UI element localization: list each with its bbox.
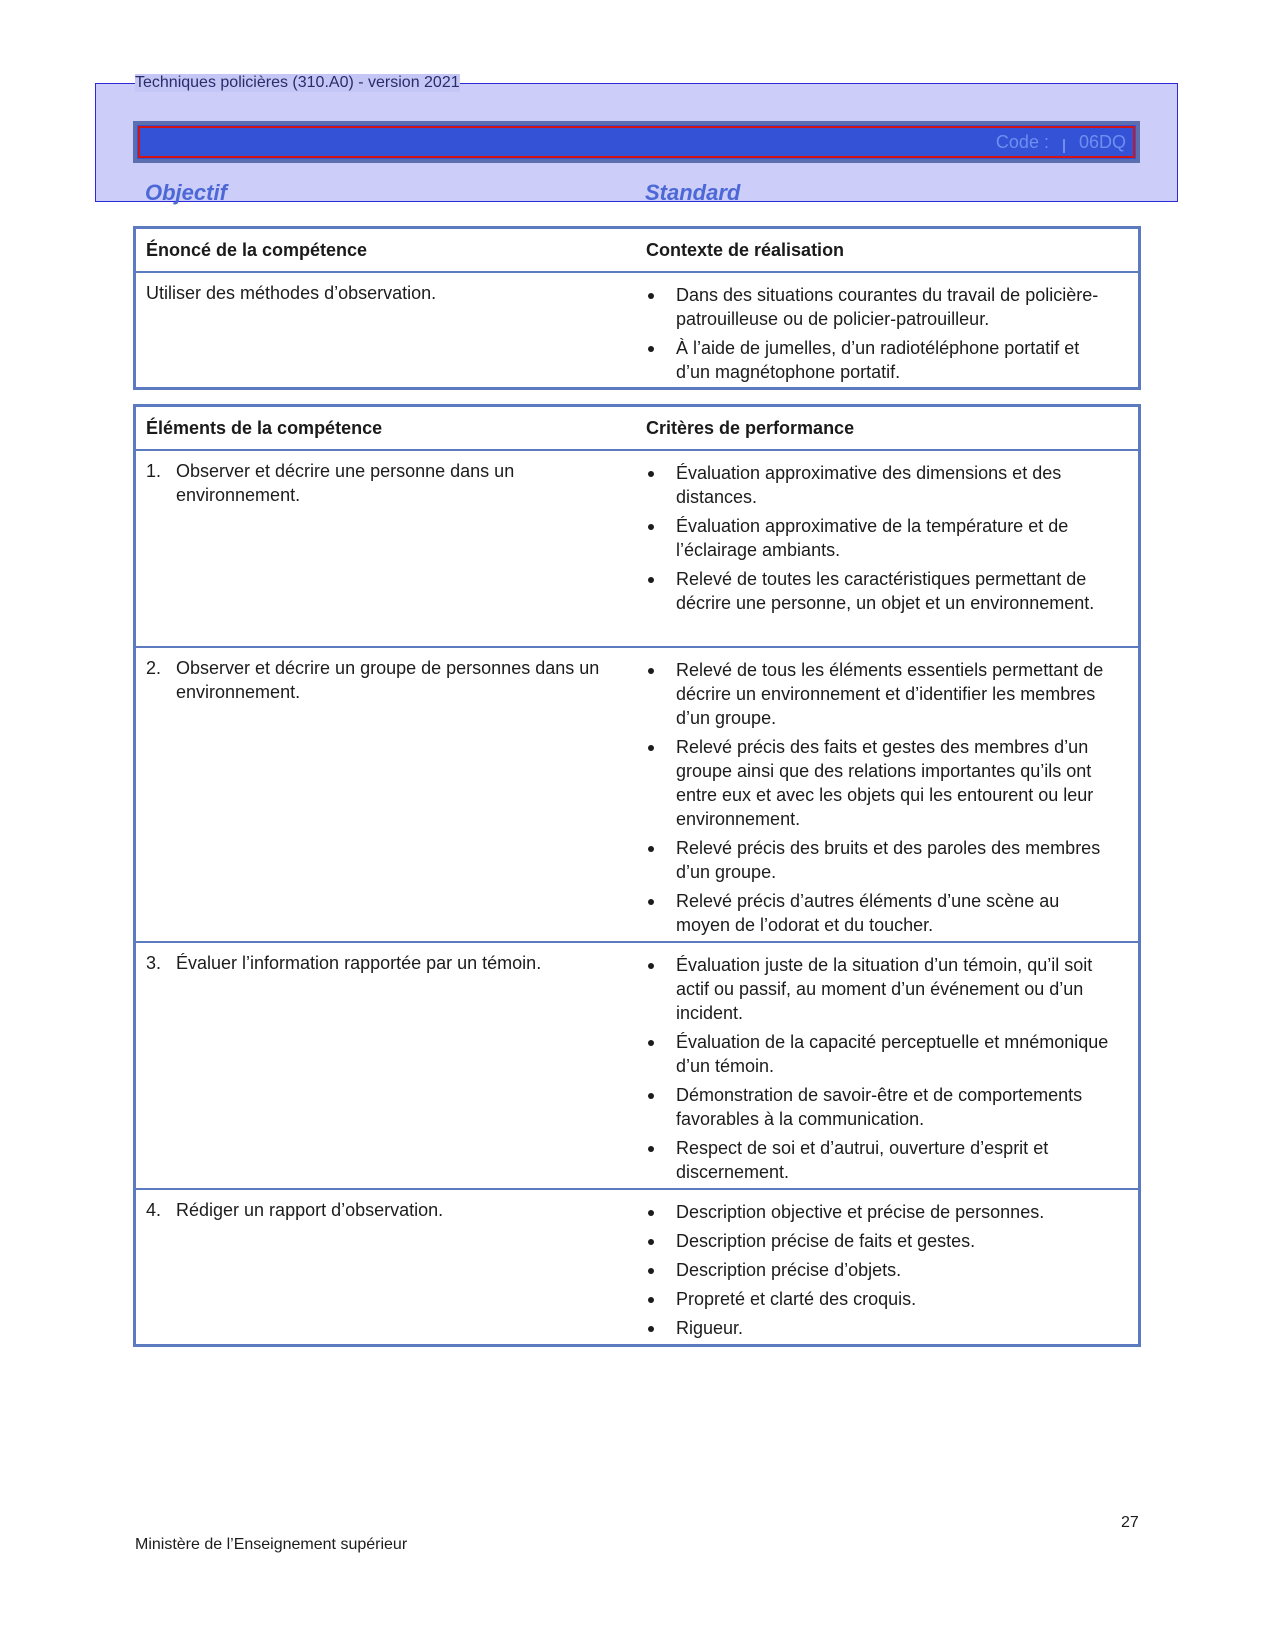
element-description: Rédiger un rapport d’observation.	[176, 1200, 444, 1220]
table-row	[136, 1188, 1138, 1344]
list-item	[646, 1258, 1116, 1282]
list-item	[646, 889, 1116, 937]
table-row	[136, 941, 1138, 1188]
bullet-icon	[648, 1146, 654, 1152]
elements-header: Éléments de la compétence	[146, 418, 383, 438]
list-item	[646, 1083, 1116, 1131]
list-item-text: Description objective et précise de personnes.	[676, 1202, 1045, 1222]
list-item	[646, 1136, 1116, 1184]
list-item	[646, 283, 1116, 331]
list-item-text: Relevé précis des faits et gestes des membres d’un groupe ainsi que des relations importantes qu’ils ont entre eux et avec les objets qui les entourent ou leur environnement.	[676, 737, 1094, 829]
list-item-text: Propreté et clarté des croquis.	[676, 1289, 917, 1309]
criteria-list	[646, 1200, 1116, 1345]
statement-header: Énoncé de la compétence	[146, 240, 368, 260]
code-label: Code :	[995, 132, 1049, 152]
bullet-icon	[648, 1268, 654, 1274]
bullet-icon	[648, 1239, 654, 1245]
table-header-row	[136, 229, 1138, 273]
bullet-icon	[648, 524, 654, 530]
list-item-text: Démonstration de savoir-être et de comportements favorables à la communication.	[676, 1085, 1083, 1129]
element-number: 1.	[146, 461, 162, 481]
bullet-icon	[648, 346, 654, 352]
list-item	[646, 567, 1116, 615]
element-text	[146, 1198, 616, 1222]
element-text	[146, 951, 616, 975]
context-header: Contexte de réalisation	[646, 240, 845, 260]
list-item	[646, 461, 1116, 509]
context-list	[646, 283, 1116, 389]
list-item	[646, 1229, 1116, 1253]
list-item-text: Évaluation de la capacité perceptuelle et mnémonique d’un témoin.	[676, 1032, 1109, 1076]
footer-ministry: Ministère de l’Enseignement supérieur	[135, 1536, 408, 1553]
page-number: 27	[1121, 1514, 1139, 1531]
list-item-text: À l’aide de jumelles, d’un radiotéléphone portatif et d’un magnétophone portatif.	[676, 338, 1080, 382]
element-number: 4.	[146, 1200, 162, 1220]
table-row	[136, 273, 1138, 387]
bullet-icon	[648, 1093, 654, 1099]
bullet-icon	[648, 1040, 654, 1046]
list-item	[646, 1316, 1116, 1340]
bullet-icon	[648, 1297, 654, 1303]
table-row	[136, 646, 1138, 941]
bullet-icon	[648, 293, 654, 299]
competency-statement-table	[133, 226, 1141, 390]
bullet-icon	[648, 745, 654, 751]
list-item-text: Dans des situations courantes du travail de policière-patrouilleuse ou de policier-patrouilleur.	[676, 285, 1099, 329]
list-item	[646, 1030, 1116, 1078]
list-item	[646, 1287, 1116, 1311]
objectif-heading: Objectif	[145, 180, 227, 205]
list-item	[646, 836, 1116, 884]
code-separator	[1063, 139, 1065, 153]
criteria-list	[646, 461, 1116, 620]
list-item	[646, 953, 1116, 1025]
list-item-text: Relevé précis des bruits et des paroles des membres d’un groupe.	[676, 838, 1101, 882]
list-item-text: Rigueur.	[676, 1318, 744, 1338]
list-item	[646, 514, 1116, 562]
standard-heading: Standard	[645, 180, 741, 205]
criteria-list	[646, 658, 1116, 942]
bullet-icon	[648, 577, 654, 583]
list-item-text: Relevé de tous les éléments essentiels permettant de décrire un environnement et d’identifier les membres d’un groupe.	[676, 660, 1104, 728]
bullet-icon	[648, 899, 654, 905]
list-item	[646, 658, 1116, 730]
bullet-icon	[648, 963, 654, 969]
criteria-list	[646, 953, 1116, 1189]
bullet-icon	[648, 846, 654, 852]
list-item	[646, 1200, 1116, 1224]
list-item-text: Évaluation approximative des dimensions et des distances.	[676, 463, 1062, 507]
list-item-text: Respect de soi et d’autrui, ouverture d’esprit et discernement.	[676, 1138, 1049, 1182]
bullet-icon	[648, 1326, 654, 1332]
list-item-text: Description précise de faits et gestes.	[676, 1231, 976, 1251]
competency-code	[996, 132, 1126, 153]
element-number: 3.	[146, 953, 162, 973]
list-item	[646, 336, 1116, 384]
list-item-text: Description précise d’objets.	[676, 1260, 902, 1280]
table-row	[136, 451, 1138, 646]
page-header-title: Techniques policières (310.A0) - version 2021	[135, 74, 460, 91]
code-value: 06DQ	[1078, 132, 1126, 152]
list-item-text: Relevé précis d’autres éléments d’une scène au moyen de l’odorat et du toucher.	[676, 891, 1060, 935]
list-item-text: Relevé de toutes les caractéristiques permettant de décrire une personne, un objet et un environnement.	[676, 569, 1095, 613]
element-text	[146, 459, 616, 507]
competency-code-bar	[133, 121, 1140, 163]
element-description: Évaluer l’information rapportée par un témoin.	[176, 953, 542, 973]
element-description: Observer et décrire une personne dans un environnement.	[176, 461, 515, 505]
criteria-header: Critères de performance	[646, 418, 855, 438]
bullet-icon	[648, 1210, 654, 1216]
table-header-row	[136, 407, 1138, 451]
list-item	[646, 735, 1116, 831]
bullet-icon	[648, 668, 654, 674]
competency-statement: Utiliser des méthodes d’observation.	[146, 283, 437, 303]
list-item-text: Évaluation approximative de la température et de l’éclairage ambiants.	[676, 516, 1069, 560]
bullet-icon	[648, 471, 654, 477]
element-number: 2.	[146, 658, 162, 678]
competency-elements-table	[133, 404, 1141, 1347]
element-description: Observer et décrire un groupe de personnes dans un environnement.	[176, 658, 600, 702]
element-text	[146, 656, 616, 704]
list-item-text: Évaluation juste de la situation d’un témoin, qu’il soit actif ou passif, au moment d’un événement ou d’un incident.	[676, 955, 1093, 1023]
